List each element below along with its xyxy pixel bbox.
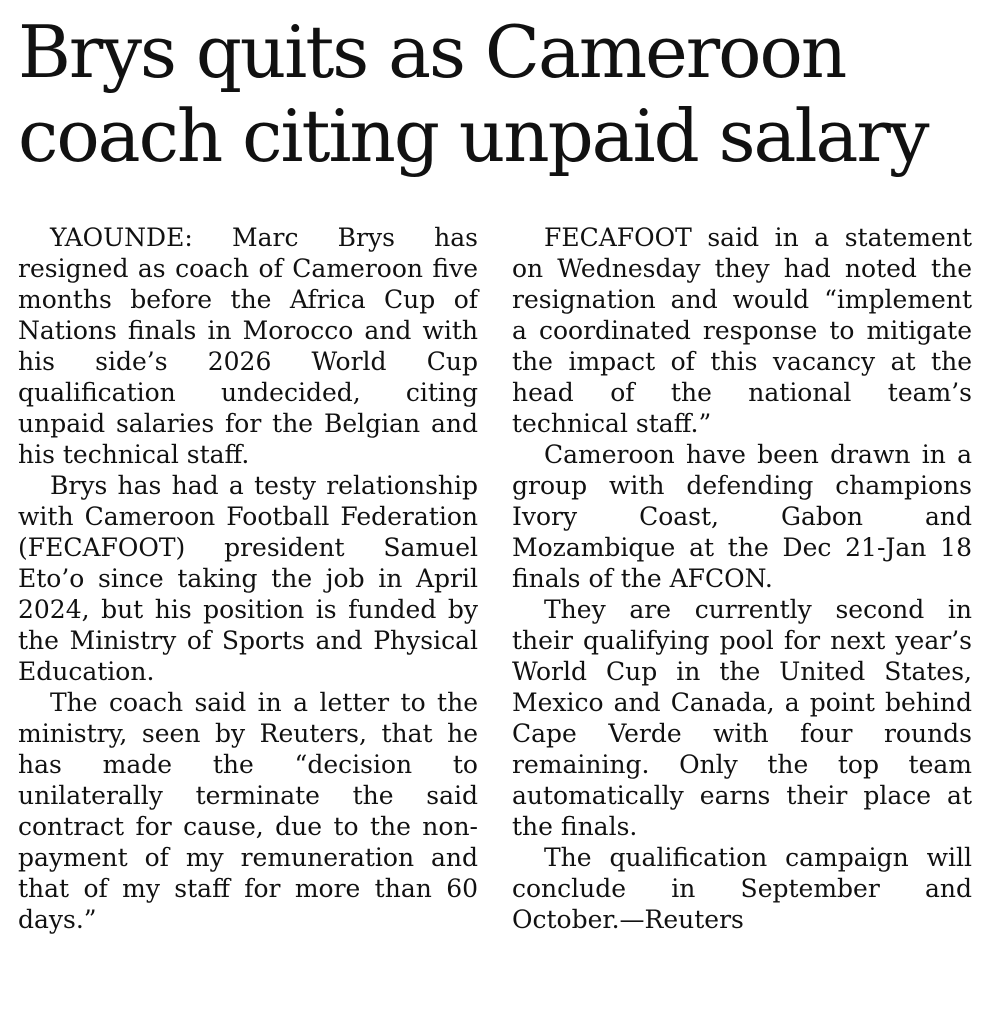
paragraph: YAOUNDE: Marc Brys has resigned as coach of Cameroon five months before the Africa Cup of Nations finals in Morocco and with his side’s 2026 World Cup qualification undecided, citing unpaid salaries for the Belgian and his technical staff. — [18, 223, 478, 469]
article-column-right — [512, 222, 972, 935]
paragraph: They are currently second in their qualifying pool for next year’s World Cup in the United States, Mexico and Canada, a point behind Cape Verde with four rounds remaining. Only the top team automatically earns their place at the finals. — [512, 595, 972, 841]
headline-line-2: coach citing unpaid salary — [18, 94, 928, 178]
headline-line-1: Brys quits as Cameroon — [18, 10, 846, 94]
paragraph: The qualification campaign will conclude in September and October.—Reuters — [512, 843, 972, 934]
paragraph: Brys has had a testy relationship with Cameroon Football Federation (FECAFOOT) president Samuel Eto’o since taking the job in April 2024, but his position is funded by the Ministry of Sports and Physical Education. — [18, 471, 478, 686]
paragraph: FECAFOOT said in a statement on Wednesday they had noted the resignation and would “implement a coordinated response to mitigate the impact of this vacancy at the head of the national team’s technical staff.” — [512, 223, 972, 438]
article-column-left — [18, 222, 478, 935]
paragraph: The coach said in a letter to the ministry, seen by Reuters, that he has made the “decision to unilaterally terminate the said contract for cause, due to the non-payment of my remuneration and that of my staff for more than 60 days.” — [18, 688, 478, 934]
headline — [18, 10, 978, 178]
paragraph: Cameroon have been drawn in a group with defending champions Ivory Coast, Gabon and Mozambique at the Dec 21-Jan 18 finals of the AFCON. — [512, 440, 972, 593]
